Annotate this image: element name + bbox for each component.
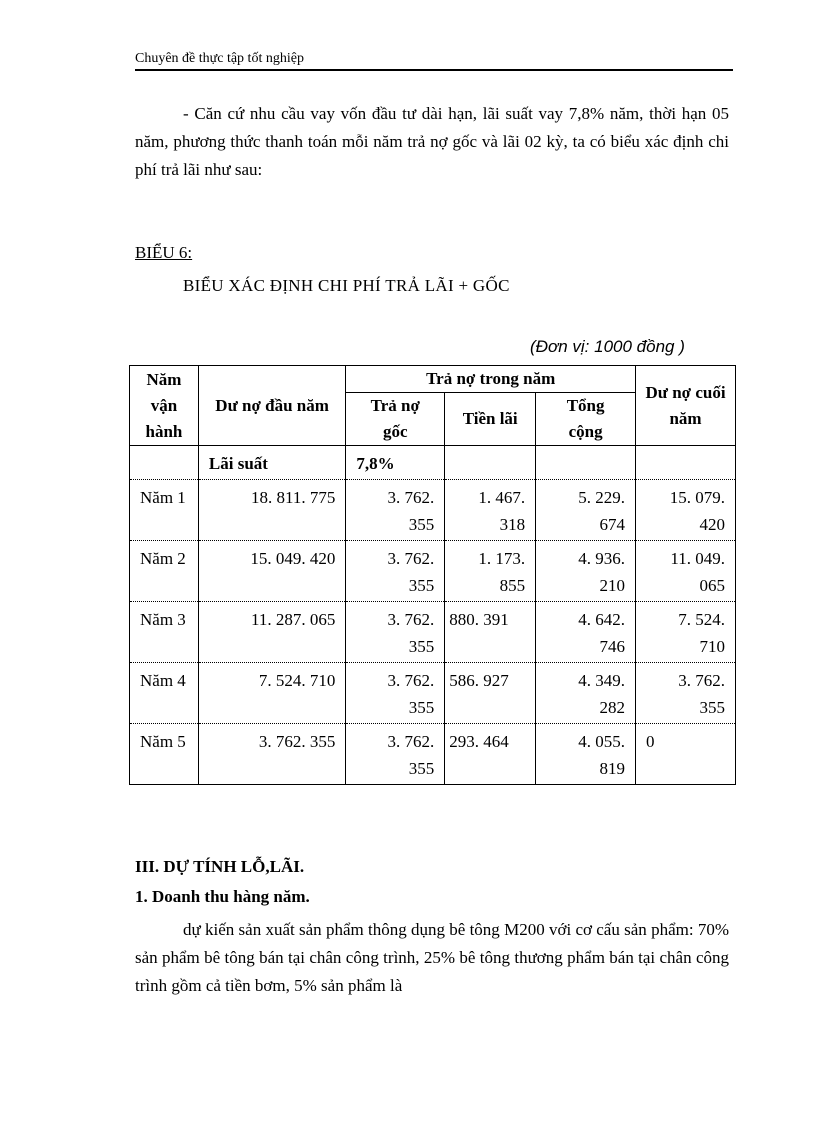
table-row (130, 602, 736, 663)
header-row-1 (130, 366, 736, 393)
row-interest: 1. 467. 318 (478, 488, 526, 534)
rate-empty-cell (636, 446, 736, 480)
table-label: BIỂU 6: (135, 243, 193, 262)
row-total: 4. 936. 210 (578, 549, 626, 595)
row-interest: 293. 464 (449, 732, 509, 751)
header-opening-balance: Dư nợ đầu năm (198, 366, 345, 446)
row-opening: 18. 811. 775 (198, 480, 345, 541)
row-closing: 0 (636, 724, 736, 785)
page-header: Chuyên đề thực tập tốt nghiệp (135, 49, 733, 71)
row-interest: 1. 173. 855 (478, 549, 526, 595)
unit-note: (Đơn vị: 1000 đồng ) (530, 337, 685, 356)
row-year: Năm 3 (130, 602, 199, 663)
row-opening: 11. 287. 065 (198, 602, 345, 663)
intro-paragraph: - Căn cứ nhu cầu vay vốn đầu tư dài hạn, lãi suất vay 7,8% năm, thời hạn 05 năm, phương thức thanh toán mỗi năm trả nợ gốc và lãi 02 kỳ, ta có biểu xác định chi phí trả lãi như sau: (135, 104, 729, 179)
section-heading: III. DỰ TÍNH LỖ,LÃI. (135, 857, 305, 876)
row-interest: 586. 927 (449, 671, 509, 690)
row-principal: 3. 762. 355 (387, 732, 435, 778)
row-closing: 3. 762. 355 (678, 671, 725, 717)
rate-empty-cell (536, 446, 636, 480)
table-row (130, 663, 736, 724)
header-interest: Tiền lãi (445, 393, 536, 446)
body-paragraph: dự kiến sản xuất sản phẩm thông dụng bê tông M200 với cơ cấu sản phẩm: 70% sản phẩm bê tông bán tại chân công trình, 25% bê tông thương phẩm bán tại chân công trình gồm cả tiền bơm, 5% sản phẩm là (135, 920, 729, 995)
row-total: 5. 229. 674 (578, 488, 626, 534)
rate-value: 7,8% (346, 446, 445, 480)
row-closing: 15. 079. 420 (669, 488, 725, 534)
row-principal: 3. 762. 355 (387, 671, 435, 717)
row-year: Năm 1 (130, 480, 199, 541)
row-opening: 3. 762. 355 (198, 724, 345, 785)
row-opening: 15. 049. 420 (198, 541, 345, 602)
header-closing-balance: Dư nợ cuối năm (636, 366, 736, 446)
row-closing: 11. 049. 065 (670, 549, 725, 595)
subsection-heading: 1. Doanh thu hàng năm. (135, 887, 310, 906)
header-principal: Trả nợ gốc (346, 393, 445, 446)
row-total: 4. 642. 746 (578, 610, 626, 656)
header-year: Năm vận hành (130, 366, 199, 446)
row-total: 4. 055. 819 (578, 732, 626, 778)
rate-empty-cell (445, 446, 536, 480)
row-year: Năm 2 (130, 541, 199, 602)
row-principal: 3. 762. 355 (387, 549, 435, 595)
row-year: Năm 5 (130, 724, 199, 785)
row-year: Năm 4 (130, 663, 199, 724)
header-repayment-group: Trả nợ trong năm (346, 366, 636, 393)
table-row (130, 480, 736, 541)
table-title: BIỂU XÁC ĐỊNH CHI PHÍ TRẢ LÃI + GỐC (183, 276, 510, 295)
rate-empty-cell (130, 446, 199, 480)
table-row (130, 724, 736, 785)
table-row (130, 541, 736, 602)
row-total: 4. 349. 282 (578, 671, 626, 717)
row-principal: 3. 762. 355 (387, 610, 435, 656)
row-closing: 7. 524. 710 (678, 610, 725, 656)
debt-table (129, 365, 736, 785)
row-interest: 880. 391 (449, 610, 509, 629)
rate-row (130, 446, 736, 480)
row-principal: 3. 762. 355 (387, 488, 435, 534)
rate-label: Lãi suất (198, 446, 345, 480)
header-total: Tổng cộng (536, 393, 636, 446)
row-opening: 7. 524. 710 (198, 663, 345, 724)
